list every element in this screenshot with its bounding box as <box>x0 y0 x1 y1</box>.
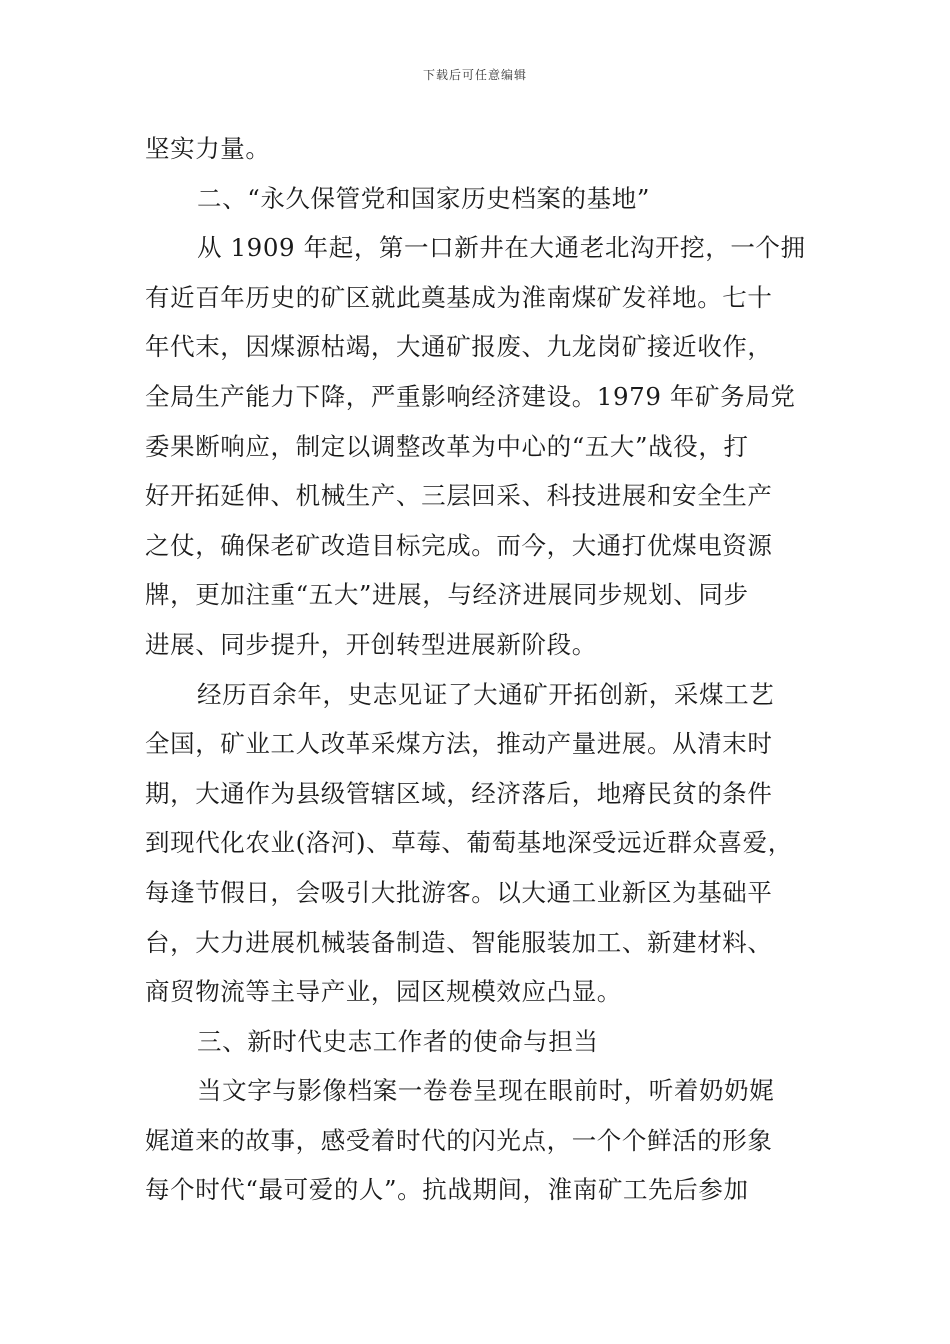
body-line: 有近百年历史的矿区就此奠基成为淮南煤矿发祥地。七十 <box>145 282 773 312</box>
paragraph-first-line: 经历百余年，史志见证了大通矿开拓创新，采煤工艺 <box>197 679 775 709</box>
body-line: 坚实力量。 <box>145 134 271 163</box>
body-line: 全国，矿业工人改革采煤方法，推动产量进展。从清末时 <box>145 729 773 759</box>
body-line: 台，大力进展机械装备制造、智能服装加工、新建材料、 <box>145 927 773 957</box>
body-line: 到现代化农业(洛河)、草莓、葡萄基地深受远近群众喜爱， <box>145 828 793 858</box>
body-line: 进展、同步提升，开创转型进展新阶段。 <box>145 629 597 659</box>
body-line: 委果断响应，制定以调整改革为中心的“五大”战役，打 <box>145 431 749 461</box>
body-line: 牌，更加注重“五大”进展，与经济进展同步规划、同步 <box>145 580 749 610</box>
body-line: 娓道来的故事，感受着时代的闪光点，一个个鲜活的形象 <box>145 1125 773 1155</box>
body-line: 每逢节假日，会吸引大批游客。以大通工业新区为基础平 <box>145 877 773 907</box>
body-line: 好开拓延伸、机械生产、三层回采、科技进展和安全生产 <box>145 481 773 511</box>
body-line: 商贸物流等主导产业，园区规模效应凸显。 <box>145 977 622 1007</box>
body-line: 全局生产能力下降，严重影响经济建设。1979 年矿务局党 <box>145 381 796 411</box>
body-line: 之仗，确保老矿改造目标完成。而今，大通打优煤电资源 <box>145 530 773 560</box>
paragraph-first-line: 当文字与影像档案一卷卷呈现在眼前时，听着奶奶娓 <box>197 1076 775 1106</box>
paragraph-first-line: 从 1909 年起，第一口新井在大通老北沟开挖，一个拥 <box>197 233 806 263</box>
body-line: 每个时代“最可爱的人”。抗战期间，淮南矿工先后参加 <box>145 1175 749 1205</box>
section-heading: 三、新时代史志工作者的使命与担当 <box>197 1026 599 1056</box>
body-line: 年代末，因煤源枯竭，大通矿报废、九龙岗矿接近收作， <box>145 332 773 362</box>
body-line: 期，大通作为县级管辖区域，经济落后，地瘠民贫的条件 <box>145 778 773 808</box>
section-heading: 二、“永久保管党和国家历史档案的基地” <box>197 183 650 213</box>
document-body <box>145 124 815 1215</box>
header-note: 下载后可任意编辑 <box>422 68 527 82</box>
